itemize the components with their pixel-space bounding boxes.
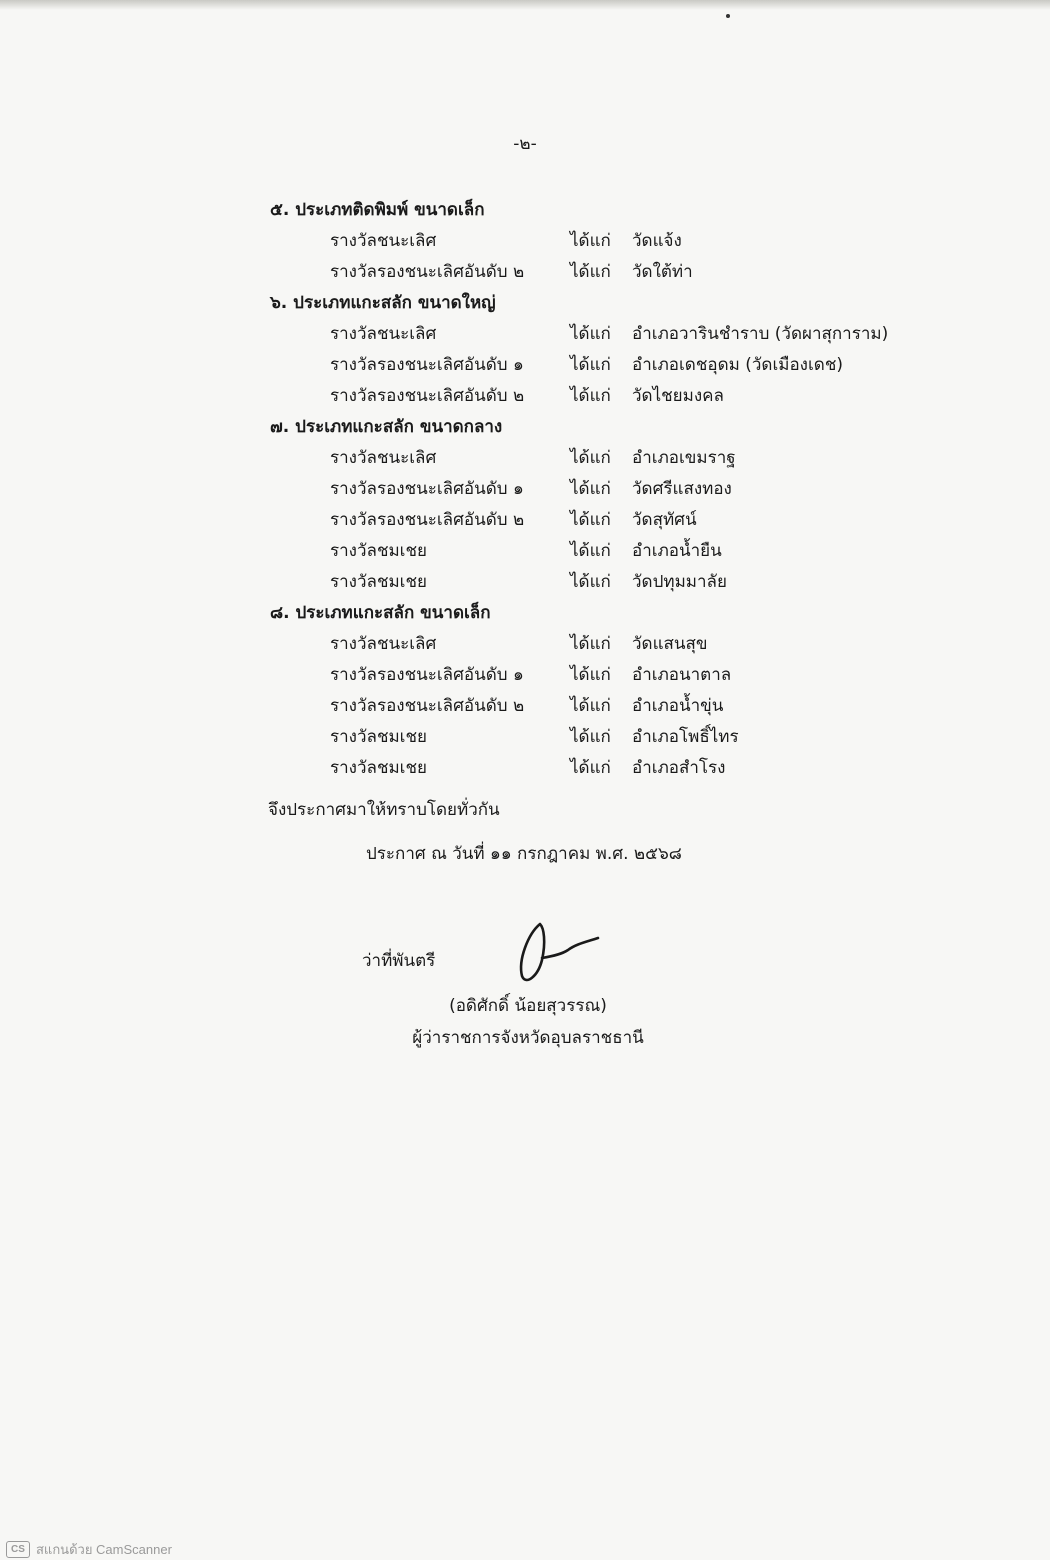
award-name: รางวัลชมเชย bbox=[330, 758, 427, 778]
given-to-label: ได้แก่ bbox=[570, 448, 611, 468]
given-to-label: ได้แก่ bbox=[570, 665, 611, 685]
winner-name: วัดไชยมงคล bbox=[632, 386, 724, 406]
winner-name: อำเภอน้ำขุ่น bbox=[632, 696, 724, 716]
given-to-label: ได้แก่ bbox=[570, 479, 611, 499]
given-to-label: ได้แก่ bbox=[570, 634, 611, 654]
award-name: รางวัลชมเชย bbox=[330, 572, 427, 592]
winner-name: อำเภอเดชอุดม (วัดเมืองเดช) bbox=[632, 355, 843, 375]
given-to-label: ได้แก่ bbox=[570, 758, 611, 778]
award-name: รางวัลชนะเลิศ bbox=[330, 448, 437, 468]
category-heading: ๗. ประเภทแกะสลัก ขนาดกลาง bbox=[270, 417, 503, 437]
winner-name: วัดสุทัศน์ bbox=[632, 510, 697, 530]
given-to-label: ได้แก่ bbox=[570, 324, 611, 344]
award-name: รางวัลรองชนะเลิศอันดับ ๑ bbox=[330, 479, 524, 499]
winner-name: อำเภอน้ำยืน bbox=[632, 541, 722, 561]
winner-name: อำเภอนาตาล bbox=[632, 665, 732, 685]
camscanner-logo-icon: CS bbox=[6, 1541, 30, 1558]
award-name: รางวัลชนะเลิศ bbox=[330, 324, 437, 344]
winner-name: วัดแจ้ง bbox=[632, 231, 682, 251]
signer-rank: ว่าที่พันตรี bbox=[362, 951, 436, 971]
award-name: รางวัลชนะเลิศ bbox=[330, 231, 437, 251]
given-to-label: ได้แก่ bbox=[570, 541, 611, 561]
winner-name: วัดปทุมมาลัย bbox=[632, 572, 727, 592]
winner-name: อำเภอสำโรง bbox=[632, 758, 726, 778]
award-name: รางวัลรองชนะเลิศอันดับ ๑ bbox=[330, 665, 524, 685]
winner-name: อำเภอโพธิ์ไทร bbox=[632, 727, 739, 747]
signer-name: (อดิศักดิ์ น้อยสุวรรณ) bbox=[449, 996, 607, 1016]
award-name: รางวัลรองชนะเลิศอันดับ ๒ bbox=[330, 510, 525, 530]
given-to-label: ได้แก่ bbox=[570, 572, 611, 592]
signer-title: ผู้ว่าราชการจังหวัดอุบลราชธานี bbox=[412, 1028, 644, 1048]
announcement-dateline: ประกาศ ณ วันที่ ๑๑ กรกฎาคม พ.ศ. ๒๕๖๘ bbox=[366, 844, 682, 864]
watermark-text: สแกนด้วย CamScanner bbox=[36, 1541, 172, 1557]
closing-statement: จึงประกาศมาให้ทราบโดยทั่วกัน bbox=[268, 800, 500, 820]
given-to-label: ได้แก่ bbox=[570, 355, 611, 375]
page-number: -๒- bbox=[513, 134, 537, 154]
signature-mark bbox=[510, 912, 610, 992]
category-heading: ๘. ประเภทแกะสลัก ขนาดเล็ก bbox=[270, 603, 491, 623]
winner-name: อำเภอวารินชำราบ (วัดผาสุการาม) bbox=[632, 324, 889, 344]
award-name: รางวัลรองชนะเลิศอันดับ ๒ bbox=[330, 262, 525, 282]
given-to-label: ได้แก่ bbox=[570, 386, 611, 406]
award-name: รางวัลชมเชย bbox=[330, 541, 427, 561]
given-to-label: ได้แก่ bbox=[570, 231, 611, 251]
winner-name: อำเภอเขมราฐ bbox=[632, 448, 736, 468]
scan-speck bbox=[726, 14, 730, 18]
winner-name: วัดแสนสุข bbox=[632, 634, 708, 654]
winner-name: วัดใต้ท่า bbox=[632, 262, 693, 282]
winner-name: วัดศรีแสงทอง bbox=[632, 479, 732, 499]
award-name: รางวัลรองชนะเลิศอันดับ ๒ bbox=[330, 386, 525, 406]
category-heading: ๖. ประเภทแกะสลัก ขนาดใหญ่ bbox=[270, 293, 496, 313]
award-name: รางวัลชมเชย bbox=[330, 727, 427, 747]
scan-edge-shadow bbox=[0, 0, 1050, 10]
given-to-label: ได้แก่ bbox=[570, 510, 611, 530]
given-to-label: ได้แก่ bbox=[570, 696, 611, 716]
category-heading: ๕. ประเภทติดพิมพ์ ขนาดเล็ก bbox=[270, 200, 485, 220]
given-to-label: ได้แก่ bbox=[570, 727, 611, 747]
camscanner-watermark bbox=[6, 1540, 172, 1558]
award-name: รางวัลชนะเลิศ bbox=[330, 634, 437, 654]
given-to-label: ได้แก่ bbox=[570, 262, 611, 282]
award-name: รางวัลรองชนะเลิศอันดับ ๒ bbox=[330, 696, 525, 716]
award-name: รางวัลรองชนะเลิศอันดับ ๑ bbox=[330, 355, 524, 375]
